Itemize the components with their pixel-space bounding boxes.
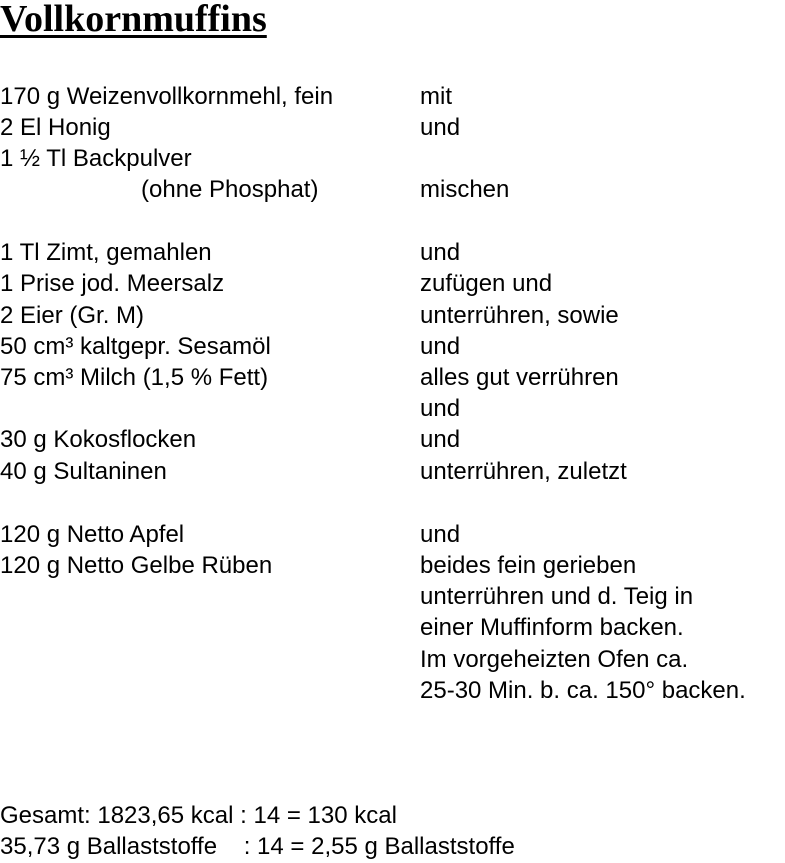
ingredient-line: 120 g Netto Apfel [0, 521, 185, 548]
instruction-line: mischen [420, 176, 510, 203]
instruction-line: und [420, 114, 461, 141]
instruction-line: und [420, 521, 461, 548]
instruction-line: und [420, 395, 461, 422]
instruction-line: und [420, 426, 461, 453]
recipe-title: Vollkornmuffins [0, 0, 267, 40]
instruction-line: zufügen und [420, 270, 553, 297]
ingredient-line: 1 ½ Tl Backpulver [0, 145, 192, 172]
ingredient-line: 50 cm³ kaltgepr. Sesamöl [0, 333, 271, 360]
instruction-line: Im vorgeheizten Ofen ca. [420, 646, 689, 673]
ingredient-line: 30 g Kokosflocken [0, 426, 197, 453]
instruction-line: und [420, 333, 461, 360]
ingredient-line: 75 cm³ Milch (1,5 % Fett) [0, 364, 269, 391]
ingredient-line: 120 g Netto Gelbe Rüben [0, 552, 273, 579]
instruction-line: unterrühren und d. Teig in [420, 583, 694, 610]
ingredient-line: 40 g Sultaninen [0, 458, 167, 485]
ingredient-line: 170 g Weizenvollkornmehl, fein [0, 83, 334, 110]
instruction-line: 25-30 Min. b. ca. 150° backen. [420, 677, 746, 704]
nutrition-total-fiber: 35,73 g Ballaststoffe : 14 = 2,55 g Ballaststoffe [0, 833, 515, 860]
ingredient-line: 1 Tl Zimt, gemahlen [0, 239, 212, 266]
ingredient-line: 1 Prise jod. Meersalz [0, 270, 225, 297]
instruction-line: einer Muffinform backen. [420, 614, 684, 641]
ingredient-line: (ohne Phosphat) [141, 176, 319, 203]
instruction-line: alles gut verrühren [420, 364, 619, 391]
instruction-line: unterrühren, sowie [420, 302, 619, 329]
instruction-line: mit [420, 83, 452, 110]
ingredient-line: 2 El Honig [0, 114, 111, 141]
nutrition-total-kcal: Gesamt: 1823,65 kcal : 14 = 130 kcal [0, 802, 397, 829]
instruction-line: unterrühren, zuletzt [420, 458, 627, 485]
instruction-line: beides fein gerieben [420, 552, 637, 579]
instruction-line: und [420, 239, 461, 266]
ingredient-line: 2 Eier (Gr. M) [0, 302, 145, 329]
